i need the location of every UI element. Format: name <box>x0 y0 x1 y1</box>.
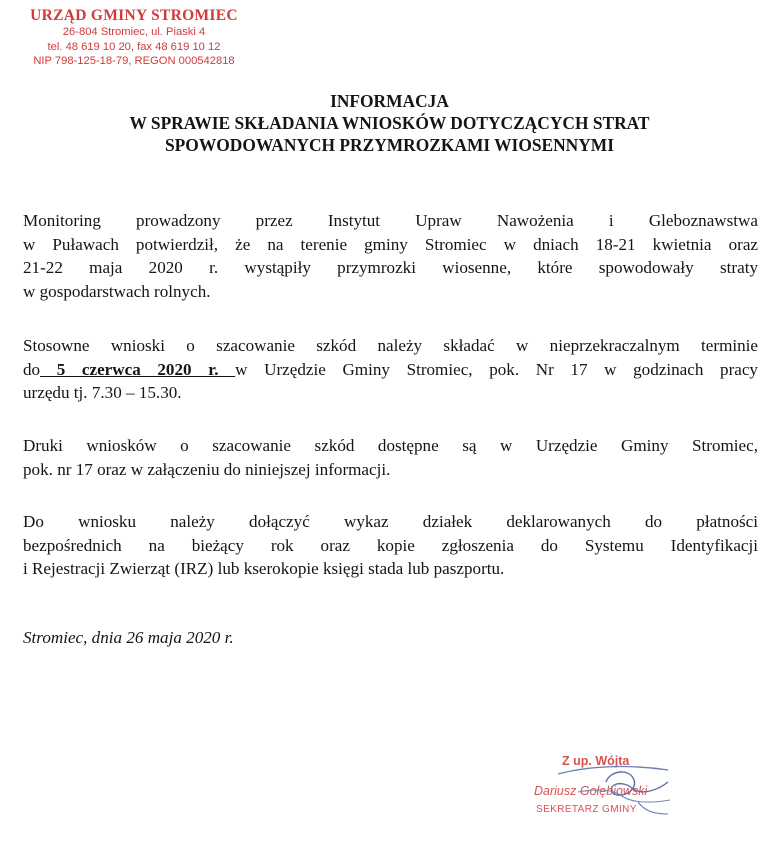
signature-block <box>518 752 708 832</box>
text-line: w Puławach potwierdził, że na terenie gminy Stromiec w dniach 18-21 kwietnia oraz <box>23 234 758 254</box>
stamp-phone: tel. 48 619 10 20, fax 48 619 10 12 <box>47 40 221 53</box>
text-line: Stosowne wnioski o szacowanie szkód należy składać w nieprzekraczalnym terminie <box>23 336 758 355</box>
paragraph-attachments <box>23 510 758 581</box>
heading-subtitle-2: SPOWODOWANYCH PRZYMROZKAMI WIOSENNYMI <box>165 135 614 155</box>
stamp-address: 26-804 Stromiec, ul. Piaski 4 <box>62 26 206 38</box>
handwritten-signature-icon <box>518 752 708 832</box>
text-line: 21-22 maja 2020 r. wystąpiły przymrozki wiosenne, które spowodowały straty <box>23 258 758 277</box>
text-line: i Rejestracji Zwierząt (IRZ) lub kserokopie księgi stada lub paszportu. <box>23 559 505 578</box>
paragraph-deadline <box>23 334 758 405</box>
text-line: urzędu tj. 7.30 – 15.30. <box>23 383 182 402</box>
heading-title: INFORMACJA <box>330 91 449 111</box>
signature-title: SEKRETARZ GMINY <box>536 804 637 815</box>
text-line: bezpośrednich na bieżący rok oraz kopie zgłoszenia do Systemu Identyfikacji <box>23 535 758 555</box>
document-heading <box>0 90 779 156</box>
text-line <box>23 358 758 382</box>
office-stamp <box>22 6 246 69</box>
text-line: Monitoring prowadzony przez Instytut Upraw Nawożenia i Gleboznawstwa <box>23 211 758 230</box>
deadline-date: 5 czerwca 2020 r. <box>40 359 236 379</box>
text-line: w gospodarstwach rolnych. <box>23 281 211 301</box>
deadline-prefix: do <box>23 359 41 379</box>
text-line: Do wniosku należy dołączyć wykaz działek deklarowanych do płatności <box>23 512 758 531</box>
signature-role: Z up. Wójta <box>562 754 630 768</box>
place-and-date: Stromiec, dnia 26 maja 2020 r. <box>23 628 234 647</box>
stamp-ids: NIP 798-125-18-79, REGON 000542818 <box>33 55 235 67</box>
text-line: pok. nr 17 oraz w załączeniu do niniejszej informacji. <box>23 459 391 479</box>
signature-name: Dariusz Gołębiowski <box>534 784 648 798</box>
paragraph-monitoring <box>23 209 758 303</box>
heading-subtitle-1: W SPRAWIE SKŁADANIA WNIOSKÓW DOTYCZĄCYCH STRAT <box>129 113 650 133</box>
deadline-suffix: w Urzędzie Gminy Stromiec, pok. Nr 17 w godzinach pracy <box>235 359 758 379</box>
paragraph-forms <box>23 434 758 481</box>
text-line: Druki wniosków o szacowanie szkód dostępne są w Urzędzie Gminy Stromiec, <box>23 436 758 455</box>
stamp-office-name: URZĄD GMINY STROMIEC <box>30 7 238 24</box>
